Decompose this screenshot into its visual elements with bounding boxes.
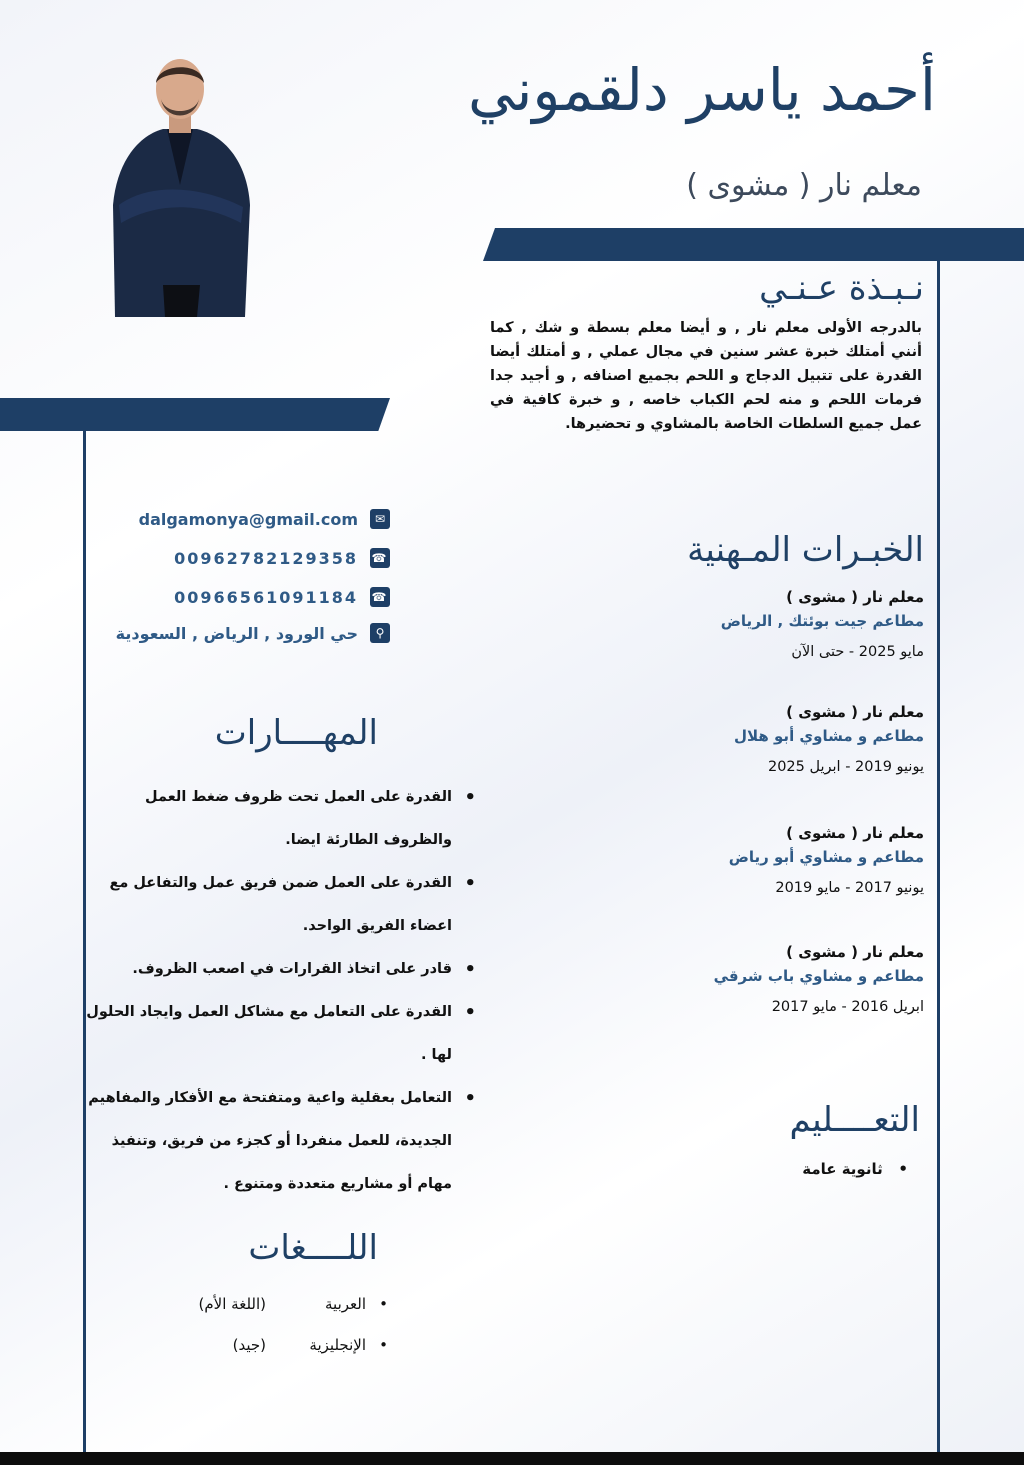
experience-role: معلم نار ( مشوى ) (786, 703, 924, 721)
experience-dates: يونيو 2019 - ابريل 2025 (767, 759, 924, 775)
bottom-border (0, 1452, 1024, 1465)
skills-heading: المهــــارات (214, 713, 378, 753)
bullet: • (379, 1295, 388, 1313)
experience-item (594, 703, 924, 775)
email-text[interactable]: dalgamonya@gmail.com (138, 509, 358, 529)
experience-place: مطاعم و مشاوي باب شرقي (713, 967, 924, 985)
experience-heading: الخبـرات المـهنية (687, 530, 924, 570)
phone-icon: ☎ (370, 587, 390, 607)
experience-item (594, 588, 924, 660)
experience-place: مطاعم و مشاوي أبو هلال (734, 727, 924, 745)
language-level: (جيد) (232, 1336, 266, 1354)
experience-role: معلم نار ( مشوى ) (786, 824, 924, 842)
languages-heading: اللــــغات (248, 1228, 378, 1268)
language-name: العربية (325, 1295, 366, 1313)
profile-photo (105, 55, 255, 317)
skills-list (86, 776, 476, 1206)
experience-dates: ابريل 2016 - مايو 2017 (771, 999, 924, 1015)
contact-phone-2[interactable] (100, 587, 390, 607)
map-pin-icon: ⚲ (370, 623, 390, 643)
experience-dates: يونيو 2017 - مايو 2019 (775, 880, 924, 896)
left-accent-bar (0, 398, 390, 431)
language-item (148, 1336, 388, 1354)
address-text: حي الورود , الرياض , السعودية (115, 623, 358, 643)
list-item: • التعامل بعقلية واعية ومتفتحة مع الأفكار والمفاهيم الجديدة، للعمل منفردا أو كجزء من فريق، وتنفيذ مهام أو مشاريع متعددة ومتنوع . (86, 1077, 476, 1206)
envelope-icon: ✉ (370, 509, 390, 529)
experience-place: مطاعم و مشاوي أبو رياض (728, 848, 924, 866)
experience-place: مطاعم جيت بوئتك , الرياض (720, 612, 924, 630)
about-text: بالدرجه الأولى معلم نار , و أيضا معلم بسطة و شك , كما أنني أمتلك خبرة عشر سنين في مجال عملي , و أمتلك أيضا القدرة على تتبيل الدجاج و اللحم بجميع اصنافه , و أجيد جدا فرمات اللحم و منه لحم الكباب خاصه , و خبرة كافية في عمل جميع السلطات الخاصة بالمشاوي و تحضيرها. (490, 320, 922, 432)
list-item: • القدرة على العمل ضمن فريق عمل والتفاعل مع اعضاء الفريق الواحد. (86, 862, 476, 948)
education-item (802, 1160, 908, 1178)
education-heading: التعــــليم (789, 1100, 920, 1140)
phone-1-text[interactable]: 00962782129358 (174, 548, 358, 568)
experience-dates: مايو 2025 - حتى الآن (791, 644, 924, 660)
phone-icon: ☎ (370, 548, 390, 568)
job-title: معلم نار ( مشوى ) (686, 168, 922, 203)
right-vertical-line (937, 258, 940, 1458)
contact-address (100, 623, 390, 643)
list-item: • القدرة على العمل تحت ظروف ضغط العمل والظروف الطارئة ايضا. (86, 776, 476, 862)
candidate-name: أحمد ياسر دلقموني (467, 56, 936, 124)
experience-role: معلم نار ( مشوى ) (786, 943, 924, 961)
about-heading: نـبـذة عـنـي (759, 268, 924, 308)
language-name: الإنجليزية (309, 1336, 366, 1354)
phone-2-text[interactable]: 00966561091184 (174, 587, 358, 607)
bullet: • (379, 1336, 388, 1354)
language-level: (اللغة الأم) (198, 1295, 266, 1313)
bullet: • (882, 1160, 908, 1178)
language-item (148, 1295, 388, 1313)
list-item: • قادر على اتخاذ القرارات في اصعب الظروف. (86, 948, 476, 991)
education-text: ثانوية عامة (802, 1160, 883, 1178)
experience-item (594, 824, 924, 896)
contact-phone-1[interactable] (100, 548, 390, 568)
experience-item (594, 943, 924, 1015)
experience-role: معلم نار ( مشوى ) (786, 588, 924, 606)
header-accent-bar (483, 228, 1024, 261)
list-item: • القدرة على التعامل مع مشاكل العمل وايجاد الحلول لها . (86, 991, 476, 1077)
contact-email[interactable] (100, 509, 390, 529)
